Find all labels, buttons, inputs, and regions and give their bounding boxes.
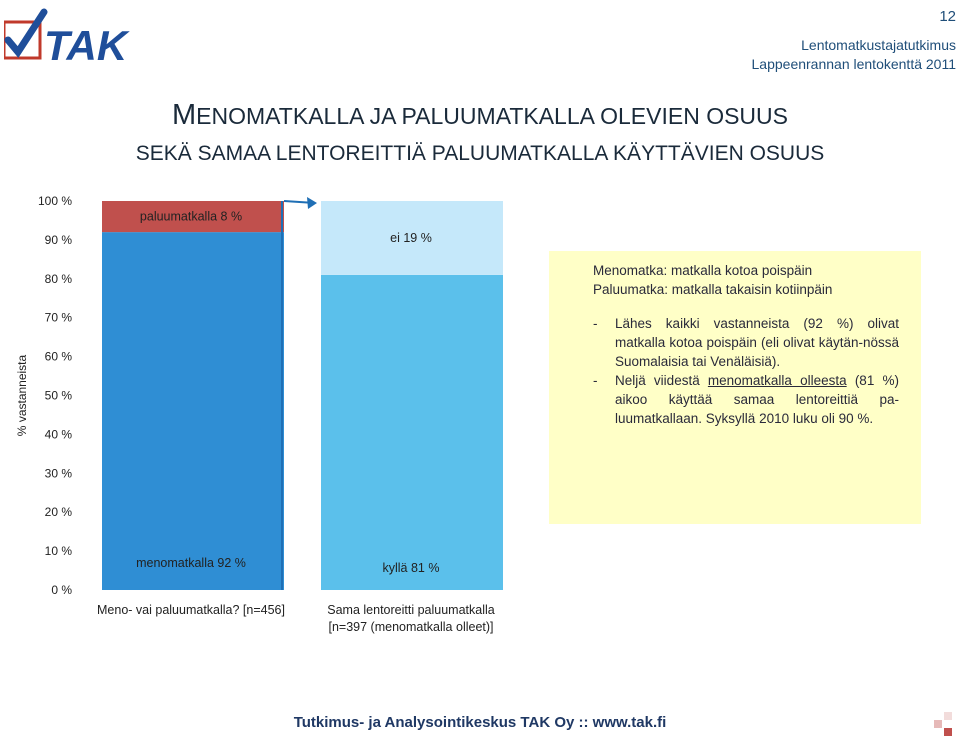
y-tick-label: 0 % (51, 583, 72, 597)
finding-1: - Lähes kaikki vastanneista (92 %) olivat matkalla kotoa poispäin (eli olivat käytän-nössä Suomalaisia tai Venäläisiä). (593, 314, 899, 371)
y-tick-label: 80 % (44, 271, 72, 286)
report-title: Lentomatkustajatutkimus (801, 37, 956, 53)
footer-text: Tutkimus- ja Analysointikeskus TAK Oy :: www.tak.fi (293, 714, 667, 731)
y-tick-label: 30 % (44, 466, 72, 481)
y-tick-label: 10 % (44, 544, 72, 559)
x-category-label: Sama lentoreitti paluumatkalla (327, 603, 495, 617)
report-header (752, 36, 956, 74)
data-label: ei 19 % (390, 230, 432, 245)
title-line1: ENOMATKALLA JA PALUUMATKALLA OLEVIEN OSUUS (196, 103, 788, 129)
bar-segment (102, 232, 284, 590)
title-initial: M (172, 99, 197, 131)
corner-decoration (930, 712, 954, 736)
y-tick-label: 70 % (44, 310, 72, 325)
page-number: 12 (939, 8, 956, 25)
page-title (0, 96, 960, 173)
finding-2-underlined: menomatkalla olleesta (707, 373, 847, 388)
y-tick-label: 90 % (44, 232, 72, 247)
findings-list (593, 314, 899, 428)
y-tick-label: 20 % (44, 505, 72, 520)
x-category-label: Meno- vai paluumatkalla? [n=456] (97, 603, 285, 617)
y-tick-label: 60 % (44, 349, 72, 364)
bar-segment (321, 275, 503, 590)
svg-text:TAK: TAK (44, 22, 128, 66)
report-subtitle: Lappeenrannan lentokenttä 2011 (751, 56, 956, 72)
definition-paluumatka: Paluumatka: matkalla takaisin kotiinpäin (593, 282, 833, 297)
finding-2-pre: Neljä viidestä (615, 373, 708, 388)
data-label: kyllä 81 % (382, 561, 440, 575)
y-axis-label: % vastanneista (15, 354, 29, 437)
info-box (549, 251, 921, 524)
data-label: paluumatkalla 8 % (139, 209, 243, 224)
finding-2 (593, 371, 899, 428)
connector-arrow-head (307, 197, 317, 209)
y-tick-label: 40 % (44, 427, 72, 442)
y-tick-label: 100 % (37, 194, 72, 208)
y-tick-label: 50 % (44, 388, 72, 403)
tak-logo (4, 8, 144, 66)
title-line2: SEKÄ SAMAA LENTOREITTIÄ PALUUMATKALLA KÄYTTÄVIEN OSUUS (135, 142, 825, 165)
finding-2-post: (81 %) aikoo käyttää samaa lentoreittiä pa-luumatkallaan. Syksyllä 2010 luku oli 90 %. (615, 373, 899, 426)
definition-menomatka: Menomatka: matkalla kotoa poispäin (593, 263, 813, 278)
x-category-label: [n=397 (menomatkalla olleet)] (328, 620, 494, 634)
data-label: menomatkalla 92 % (136, 556, 246, 570)
